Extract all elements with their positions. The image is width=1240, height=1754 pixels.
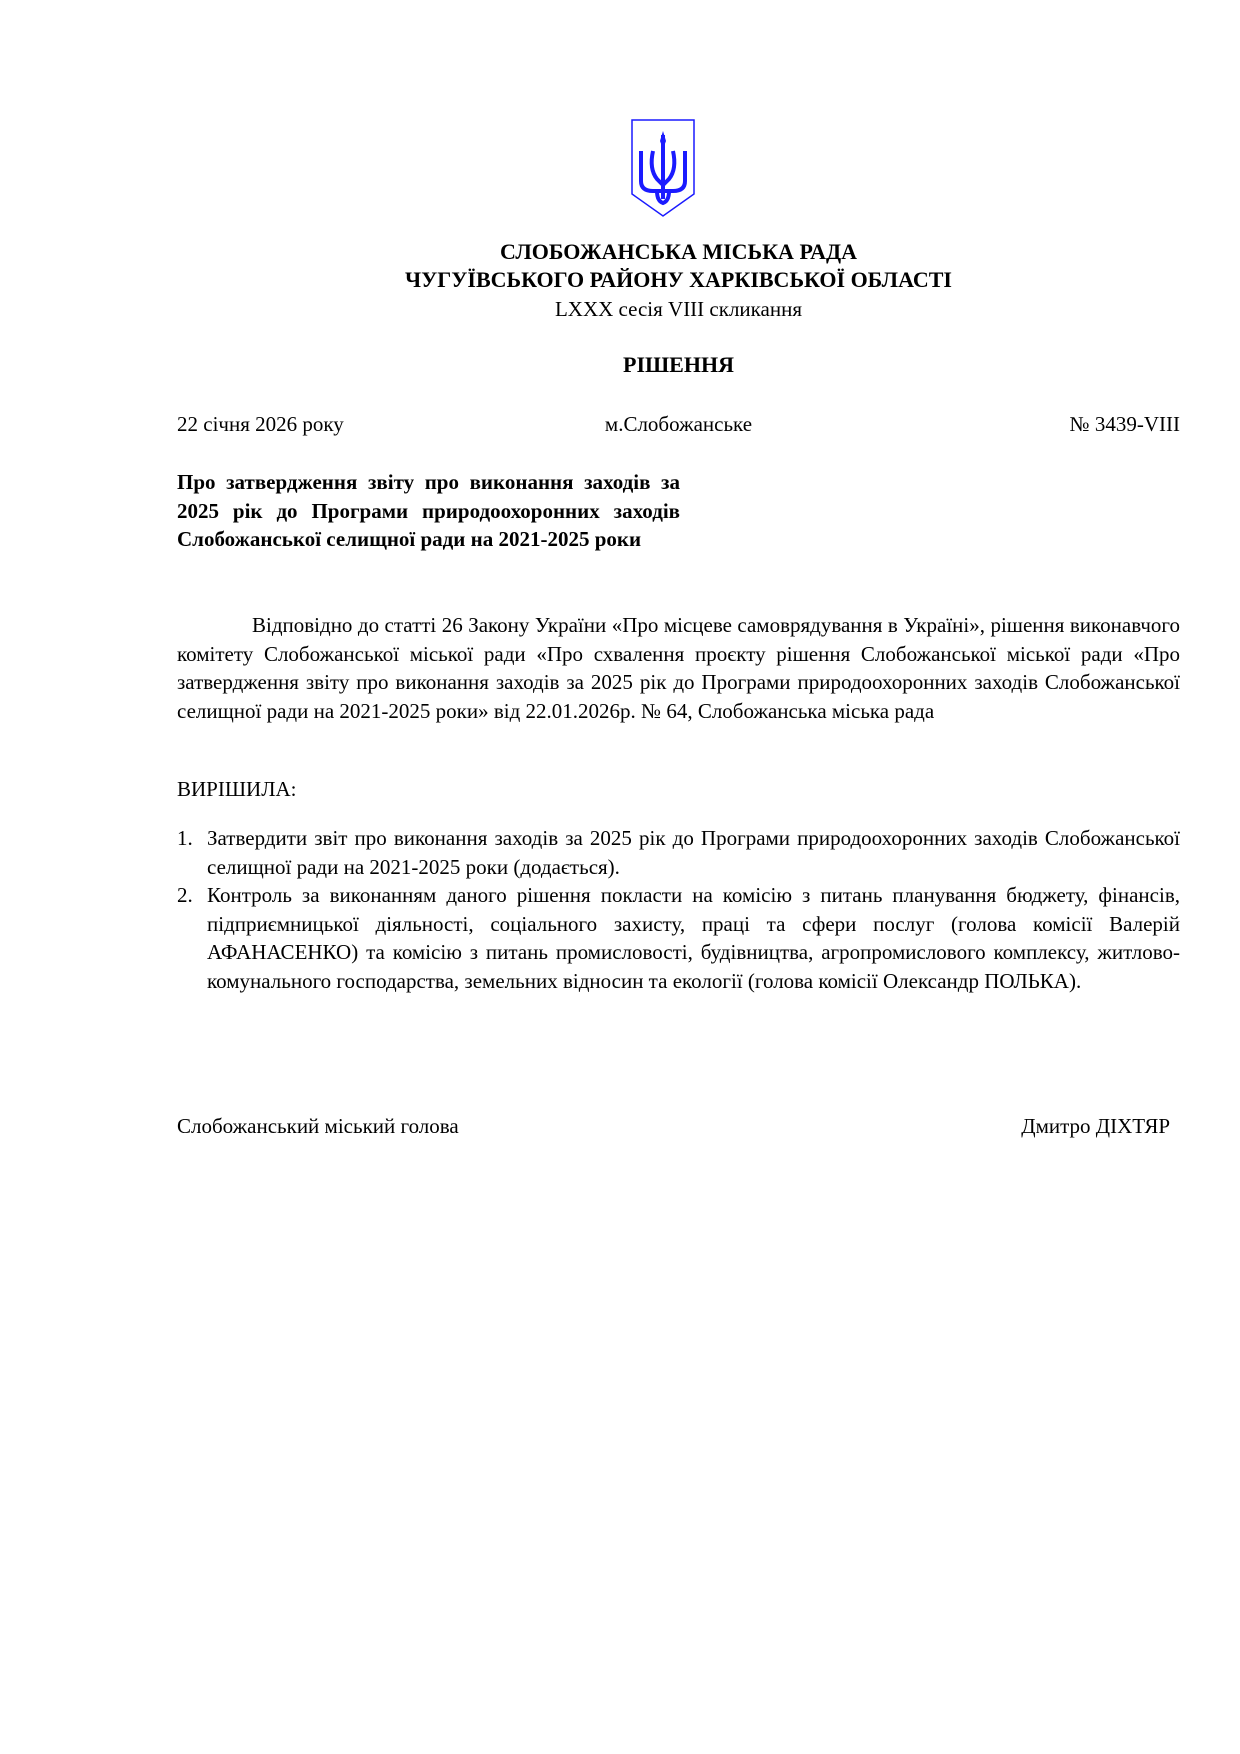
item-text: Контроль за виконанням даного рішення покласти на комісію з питань планування бюджету, фінансів, підприємницької діяльності, соціального захисту, праці та сфери послуг (голова комісії Валерій АФАНАСЕНКО) та комісію з питань промисловості, будівництва, агропромислового комплексу, житлово-комунального господарства, земельних відносин та екології (голова комісії Олександр ПОЛЬКА). (207, 883, 1180, 993)
document-number: № 3439-VIII (1069, 412, 1180, 436)
document-subject: Про затвердження звіту про виконання заходів за 2025 рік до Програми природоохоронних заходів Слобожанської селищної ради на 2021-2025 роки (177, 470, 680, 551)
decision-items (177, 824, 1180, 995)
preamble (177, 611, 1180, 725)
council-name: СЛОБОЖАНСЬКА МІСЬКА РАДА (500, 239, 857, 264)
coat-of-arms-icon (631, 119, 695, 217)
signature-block (177, 1112, 1170, 1141)
district-name: ЧУГУЇВСЬКОГО РАЙОНУ ХАРКІВСЬКОЇ ОБЛАСТІ (404, 267, 952, 292)
session-line: LXXX сесія VIII скликання (554, 297, 803, 321)
list-item (177, 881, 1180, 995)
signatory-title: Слобожанський міський голова (177, 1114, 459, 1138)
item-number: 2. (177, 883, 193, 907)
signatory-name: Дмитро ДІХТЯР (1021, 1114, 1170, 1138)
item-number: 1. (177, 826, 193, 850)
list-item (177, 824, 1180, 881)
document-date: 22 січня 2026 року (177, 412, 344, 436)
document-meta (177, 410, 1180, 439)
resolved-label: ВИРІШИЛА: (177, 777, 297, 801)
preamble-text: Відповідно до статті 26 Закону України «Про місцеве самоврядування в Україні», рішення виконавчого комітету Слобожанської міської ради «Про схвалення проєкту рішення Слобожанської міської ради «Про затвердження звіту про виконання заходів за 2025 рік до Програми природоохоронних заходів Слобожанської селищної ради на 2021-2025 роки» від 22.01.2026р. № 64, Слобожанська міська рада (177, 613, 1180, 723)
item-text: Затвердити звіт про виконання заходів за 2025 рік до Програми природоохоронних заходів Слобожанської селищної ради на 2021-2025 роки (додається). (207, 826, 1180, 879)
document-type: РІШЕННЯ (623, 352, 734, 377)
document-place: м.Слобожанське (604, 412, 753, 436)
